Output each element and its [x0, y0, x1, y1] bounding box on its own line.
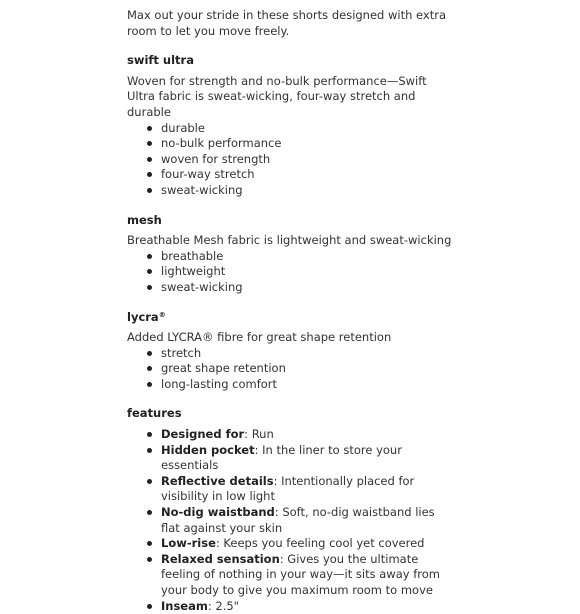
- section-heading: swift ultra: [127, 53, 194, 68]
- bullet-icon: [147, 126, 152, 131]
- section-description: Breathable Mesh fabric is lightweight and sweat-wicking: [127, 233, 452, 248]
- list-item-text: no-bulk performance: [161, 136, 282, 151]
- feature-label: Inseam: [161, 598, 208, 613]
- feature-text: : 2.5": [207, 598, 239, 613]
- list-item-text: woven for strength: [161, 151, 271, 166]
- bullet-icon: [147, 510, 152, 515]
- bullet-icon: [147, 157, 152, 162]
- feature-text: : Soft, no-dig waistband lies flat against your skin: [161, 505, 435, 535]
- bullet-list: [127, 121, 580, 199]
- feature-label: Designed for: [161, 427, 245, 442]
- feature-label: Reflective details: [161, 473, 274, 488]
- bullet-icon: [147, 382, 152, 387]
- bullet-icon: [147, 254, 152, 259]
- bullet-icon: [147, 269, 152, 274]
- registered-mark: ®: [158, 310, 166, 319]
- feature-list: [127, 427, 447, 614]
- bullet-icon: [147, 604, 152, 609]
- list-item-text: durable: [161, 120, 205, 135]
- feature-item: [147, 474, 447, 505]
- feature-label: Relaxed sensation: [161, 551, 280, 566]
- list-item: [147, 249, 580, 265]
- section-description: Woven for strength and no-bulk performance—Swift Ultra fabric is sweat-wicking, four-way stretch and durable: [127, 73, 427, 119]
- list-item-text: sweat-wicking: [161, 279, 243, 294]
- bullet-icon: [147, 366, 152, 371]
- feature-item: [147, 443, 447, 474]
- list-item: [147, 280, 580, 296]
- bullet-icon: [147, 557, 152, 562]
- feature-text: : Keeps you feeling cool yet covered: [215, 536, 425, 551]
- list-item-text: lightweight: [161, 264, 226, 279]
- bullet-icon: [147, 172, 152, 177]
- feature-text: : Run: [244, 427, 274, 442]
- section-features: [127, 406, 580, 614]
- bullet-icon: [147, 285, 152, 290]
- list-item-text: long-lasting comfort: [161, 376, 278, 391]
- feature-label: Low-rise: [161, 536, 216, 551]
- list-item: [147, 264, 580, 280]
- list-item: [147, 183, 580, 199]
- bullet-icon: [147, 141, 152, 146]
- feature-item: [147, 552, 447, 599]
- list-item-text: great shape retention: [161, 361, 286, 376]
- list-item: [147, 152, 580, 168]
- list-item-text: breathable: [161, 248, 224, 263]
- bullet-list: [127, 346, 580, 393]
- feature-text: : Intentionally placed for visibility in low light: [161, 473, 415, 504]
- section-heading-text: lycra: [127, 309, 159, 324]
- bullet-icon: [147, 188, 152, 193]
- bullet-icon: [147, 541, 152, 546]
- list-item: [147, 361, 580, 377]
- bullet-list: [127, 249, 580, 296]
- feature-item: [147, 427, 447, 443]
- list-item: [147, 136, 580, 152]
- feature-item: [147, 536, 447, 552]
- bullet-icon: [147, 479, 152, 484]
- list-item-text: sweat-wicking: [161, 182, 243, 197]
- list-item-text: stretch: [161, 345, 202, 360]
- list-item: [147, 346, 580, 362]
- section-heading: [127, 310, 580, 326]
- section-mesh: [127, 213, 580, 296]
- section-swift-ultra: [127, 53, 580, 198]
- list-item: [147, 121, 580, 137]
- feature-label: Hidden pocket: [161, 442, 255, 457]
- section-heading: mesh: [127, 212, 162, 227]
- feature-text: : In the liner to store your essentials: [161, 442, 402, 473]
- section-heading: features: [127, 406, 182, 421]
- feature-label: No-dig waistband: [161, 505, 275, 520]
- section-description: Added LYCRA® fibre for great shape retention: [127, 330, 392, 345]
- list-item-text: four-way stretch: [161, 167, 255, 182]
- list-item: [147, 377, 580, 393]
- feature-text: : Gives you the ultimate feeling of nothing in your way—it sits away from your body to give you maximum room to move: [161, 551, 440, 597]
- bullet-icon: [147, 448, 152, 453]
- intro-text: Max out your stride in these shorts designed with extra room to let you move freely.: [127, 8, 447, 38]
- bullet-icon: [147, 351, 152, 356]
- section-lycra: [127, 310, 580, 393]
- list-item: [147, 167, 580, 183]
- bullet-icon: [147, 432, 152, 437]
- feature-item: [147, 599, 447, 614]
- feature-item: [147, 505, 447, 536]
